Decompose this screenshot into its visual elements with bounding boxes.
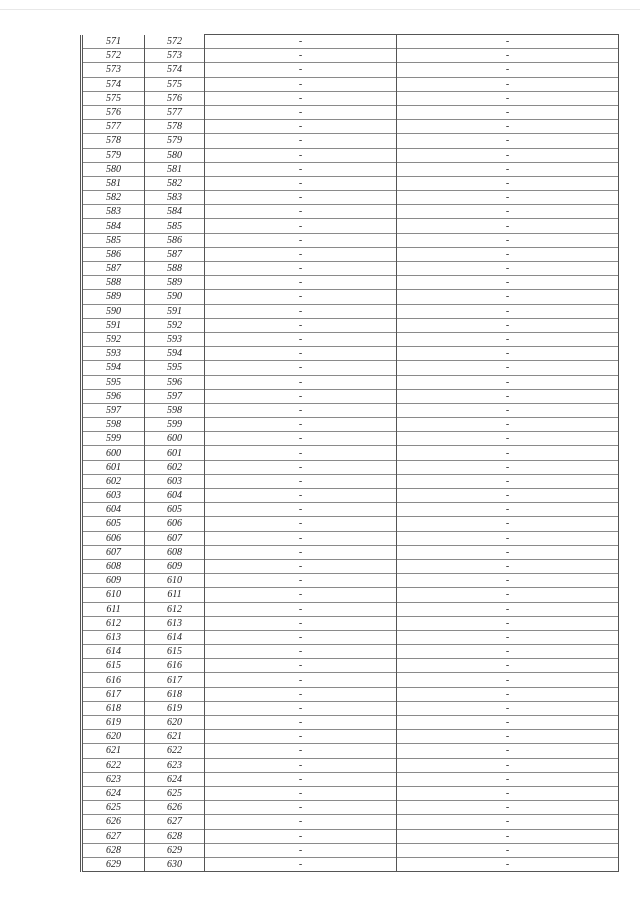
range-start-cell: 609	[82, 574, 145, 588]
range-end-cell: 595	[145, 361, 205, 375]
range-start-cell: 599	[82, 432, 145, 446]
range-end-cell: 602	[145, 460, 205, 474]
range-start-cell: 625	[82, 801, 145, 815]
value-cell-1: -	[205, 262, 397, 276]
value-cell-2: -	[397, 786, 619, 800]
value-cell-1: -	[205, 531, 397, 545]
value-cell-2: -	[397, 687, 619, 701]
value-cell-1: -	[205, 503, 397, 517]
range-end-cell: 576	[145, 91, 205, 105]
range-start-cell: 571	[82, 35, 145, 49]
range-start-cell: 615	[82, 659, 145, 673]
value-cell-2: -	[397, 49, 619, 63]
value-cell-1: -	[205, 162, 397, 176]
range-end-cell: 629	[145, 843, 205, 857]
range-end-cell: 581	[145, 162, 205, 176]
value-cell-1: -	[205, 332, 397, 346]
range-start-cell: 586	[82, 247, 145, 261]
table-row	[82, 517, 619, 531]
range-end-cell: 599	[145, 418, 205, 432]
range-end-cell: 617	[145, 673, 205, 687]
value-cell-1: -	[205, 205, 397, 219]
table-row	[82, 332, 619, 346]
value-cell-1: -	[205, 191, 397, 205]
range-start-cell: 618	[82, 701, 145, 715]
range-end-cell: 616	[145, 659, 205, 673]
range-start-cell: 608	[82, 559, 145, 573]
range-end-cell: 600	[145, 432, 205, 446]
table-row	[82, 815, 619, 829]
range-start-cell: 598	[82, 418, 145, 432]
range-end-cell: 579	[145, 134, 205, 148]
table-row	[82, 418, 619, 432]
table-row	[82, 545, 619, 559]
range-end-cell: 587	[145, 247, 205, 261]
range-start-cell: 614	[82, 645, 145, 659]
value-cell-2: -	[397, 815, 619, 829]
table-row	[82, 219, 619, 233]
range-start-cell: 590	[82, 304, 145, 318]
value-cell-2: -	[397, 432, 619, 446]
range-end-cell: 596	[145, 375, 205, 389]
value-cell-2: -	[397, 659, 619, 673]
range-start-cell: 585	[82, 233, 145, 247]
range-start-cell: 601	[82, 460, 145, 474]
value-cell-2: -	[397, 531, 619, 545]
table-row	[82, 205, 619, 219]
range-end-cell: 584	[145, 205, 205, 219]
value-cell-1: -	[205, 687, 397, 701]
value-cell-2: -	[397, 574, 619, 588]
value-cell-1: -	[205, 120, 397, 134]
table-row	[82, 432, 619, 446]
range-start-cell: 622	[82, 758, 145, 772]
range-end-cell: 622	[145, 744, 205, 758]
range-end-cell: 607	[145, 531, 205, 545]
range-end-cell: 593	[145, 332, 205, 346]
range-end-cell: 577	[145, 105, 205, 119]
value-cell-2: -	[397, 418, 619, 432]
table-row	[82, 361, 619, 375]
range-end-cell: 583	[145, 191, 205, 205]
table-row	[82, 758, 619, 772]
value-cell-1: -	[205, 247, 397, 261]
range-start-cell: 600	[82, 446, 145, 460]
value-cell-1: -	[205, 744, 397, 758]
range-end-cell: 609	[145, 559, 205, 573]
range-start-cell: 617	[82, 687, 145, 701]
value-cell-1: -	[205, 219, 397, 233]
value-cell-1: -	[205, 304, 397, 318]
range-end-cell: 597	[145, 389, 205, 403]
value-cell-2: -	[397, 304, 619, 318]
range-start-cell: 583	[82, 205, 145, 219]
value-cell-1: -	[205, 91, 397, 105]
range-end-cell: 618	[145, 687, 205, 701]
table-row	[82, 857, 619, 871]
range-start-cell: 584	[82, 219, 145, 233]
table-row	[82, 446, 619, 460]
range-start-cell: 626	[82, 815, 145, 829]
value-cell-1: -	[205, 786, 397, 800]
value-cell-2: -	[397, 446, 619, 460]
range-start-cell: 606	[82, 531, 145, 545]
table-row	[82, 403, 619, 417]
value-cell-2: -	[397, 105, 619, 119]
value-cell-1: -	[205, 630, 397, 644]
value-cell-1: -	[205, 545, 397, 559]
range-end-cell: 591	[145, 304, 205, 318]
table-row	[82, 701, 619, 715]
value-cell-2: -	[397, 91, 619, 105]
range-end-cell: 621	[145, 730, 205, 744]
value-cell-1: -	[205, 347, 397, 361]
range-end-cell: 574	[145, 63, 205, 77]
table-row	[82, 35, 619, 49]
range-end-cell: 627	[145, 815, 205, 829]
value-cell-1: -	[205, 701, 397, 715]
table-row	[82, 602, 619, 616]
table-row	[82, 176, 619, 190]
table-row	[82, 120, 619, 134]
value-cell-1: -	[205, 758, 397, 772]
value-cell-1: -	[205, 843, 397, 857]
range-end-cell: 582	[145, 176, 205, 190]
range-end-cell: 578	[145, 120, 205, 134]
value-cell-2: -	[397, 460, 619, 474]
table-row	[82, 233, 619, 247]
value-cell-2: -	[397, 148, 619, 162]
table-row	[82, 105, 619, 119]
table-row	[82, 63, 619, 77]
range-end-cell: 589	[145, 276, 205, 290]
table-row	[82, 474, 619, 488]
value-cell-1: -	[205, 602, 397, 616]
value-cell-2: -	[397, 857, 619, 871]
range-table	[80, 34, 619, 872]
table-row	[82, 630, 619, 644]
value-cell-2: -	[397, 389, 619, 403]
range-start-cell: 580	[82, 162, 145, 176]
range-start-cell: 572	[82, 49, 145, 63]
value-cell-2: -	[397, 233, 619, 247]
range-start-cell: 574	[82, 77, 145, 91]
value-cell-2: -	[397, 730, 619, 744]
range-end-cell: 624	[145, 772, 205, 786]
range-start-cell: 591	[82, 318, 145, 332]
value-cell-1: -	[205, 77, 397, 91]
value-cell-1: -	[205, 403, 397, 417]
value-cell-1: -	[205, 474, 397, 488]
value-cell-1: -	[205, 290, 397, 304]
value-cell-1: -	[205, 361, 397, 375]
range-start-cell: 619	[82, 716, 145, 730]
range-end-cell: 623	[145, 758, 205, 772]
table-row	[82, 772, 619, 786]
range-start-cell: 616	[82, 673, 145, 687]
table-row	[82, 801, 619, 815]
range-start-cell: 624	[82, 786, 145, 800]
range-end-cell: 592	[145, 318, 205, 332]
value-cell-2: -	[397, 77, 619, 91]
range-start-cell: 613	[82, 630, 145, 644]
range-start-cell: 595	[82, 375, 145, 389]
range-end-cell: 630	[145, 857, 205, 871]
range-start-cell: 594	[82, 361, 145, 375]
value-cell-2: -	[397, 191, 619, 205]
value-cell-2: -	[397, 375, 619, 389]
value-cell-2: -	[397, 545, 619, 559]
range-start-cell: 577	[82, 120, 145, 134]
value-cell-1: -	[205, 645, 397, 659]
value-cell-2: -	[397, 120, 619, 134]
table-row	[82, 49, 619, 63]
value-cell-2: -	[397, 588, 619, 602]
table-row	[82, 531, 619, 545]
range-end-cell: 594	[145, 347, 205, 361]
range-start-cell: 629	[82, 857, 145, 871]
range-start-cell: 607	[82, 545, 145, 559]
value-cell-1: -	[205, 517, 397, 531]
range-end-cell: 626	[145, 801, 205, 815]
range-end-cell: 604	[145, 489, 205, 503]
range-start-cell: 612	[82, 616, 145, 630]
table-row	[82, 645, 619, 659]
value-cell-1: -	[205, 148, 397, 162]
value-cell-2: -	[397, 276, 619, 290]
value-cell-1: -	[205, 829, 397, 843]
value-cell-1: -	[205, 432, 397, 446]
value-cell-1: -	[205, 659, 397, 673]
value-cell-2: -	[397, 290, 619, 304]
value-cell-1: -	[205, 559, 397, 573]
range-end-cell: 580	[145, 148, 205, 162]
value-cell-2: -	[397, 176, 619, 190]
value-cell-2: -	[397, 403, 619, 417]
value-cell-1: -	[205, 460, 397, 474]
value-cell-2: -	[397, 205, 619, 219]
range-end-cell: 619	[145, 701, 205, 715]
range-start-cell: 621	[82, 744, 145, 758]
table-row	[82, 304, 619, 318]
table-row	[82, 91, 619, 105]
value-cell-2: -	[397, 843, 619, 857]
range-start-cell: 596	[82, 389, 145, 403]
table-row	[82, 276, 619, 290]
value-cell-1: -	[205, 105, 397, 119]
table-row	[82, 843, 619, 857]
table-row	[82, 744, 619, 758]
table-row	[82, 730, 619, 744]
table-row	[82, 503, 619, 517]
value-cell-1: -	[205, 63, 397, 77]
range-end-cell: 590	[145, 290, 205, 304]
table-row	[82, 191, 619, 205]
value-cell-2: -	[397, 489, 619, 503]
table-row	[82, 489, 619, 503]
range-start-cell: 578	[82, 134, 145, 148]
value-cell-1: -	[205, 35, 397, 49]
range-start-cell: 581	[82, 176, 145, 190]
value-cell-1: -	[205, 801, 397, 815]
value-cell-2: -	[397, 744, 619, 758]
table-row	[82, 148, 619, 162]
range-start-cell: 627	[82, 829, 145, 843]
range-end-cell: 620	[145, 716, 205, 730]
table-row	[82, 318, 619, 332]
value-cell-2: -	[397, 332, 619, 346]
table-row	[82, 673, 619, 687]
table-row	[82, 559, 619, 573]
range-end-cell: 572	[145, 35, 205, 49]
range-end-cell: 614	[145, 630, 205, 644]
value-cell-2: -	[397, 772, 619, 786]
table-row	[82, 134, 619, 148]
range-end-cell: 628	[145, 829, 205, 843]
range-start-cell: 604	[82, 503, 145, 517]
range-end-cell: 598	[145, 403, 205, 417]
value-cell-1: -	[205, 375, 397, 389]
range-end-cell: 606	[145, 517, 205, 531]
value-cell-2: -	[397, 262, 619, 276]
range-start-cell: 587	[82, 262, 145, 276]
value-cell-2: -	[397, 673, 619, 687]
range-start-cell: 597	[82, 403, 145, 417]
value-cell-2: -	[397, 347, 619, 361]
table-row	[82, 786, 619, 800]
range-table-body	[82, 35, 619, 872]
table-row	[82, 290, 619, 304]
range-end-cell: 588	[145, 262, 205, 276]
range-start-cell: 628	[82, 843, 145, 857]
value-cell-2: -	[397, 701, 619, 715]
table-row	[82, 616, 619, 630]
value-cell-1: -	[205, 49, 397, 63]
range-end-cell: 615	[145, 645, 205, 659]
value-cell-2: -	[397, 318, 619, 332]
value-cell-2: -	[397, 219, 619, 233]
table-row	[82, 247, 619, 261]
value-cell-1: -	[205, 730, 397, 744]
range-start-cell: 623	[82, 772, 145, 786]
value-cell-2: -	[397, 716, 619, 730]
range-end-cell: 605	[145, 503, 205, 517]
range-start-cell: 620	[82, 730, 145, 744]
value-cell-1: -	[205, 389, 397, 403]
table-row	[82, 829, 619, 843]
range-start-cell: 603	[82, 489, 145, 503]
range-start-cell: 592	[82, 332, 145, 346]
table-row	[82, 77, 619, 91]
value-cell-1: -	[205, 716, 397, 730]
value-cell-1: -	[205, 489, 397, 503]
table-row	[82, 716, 619, 730]
value-cell-2: -	[397, 645, 619, 659]
table-row	[82, 460, 619, 474]
range-end-cell: 625	[145, 786, 205, 800]
value-cell-2: -	[397, 801, 619, 815]
range-end-cell: 613	[145, 616, 205, 630]
table-row	[82, 659, 619, 673]
value-cell-2: -	[397, 361, 619, 375]
value-cell-2: -	[397, 35, 619, 49]
range-end-cell: 612	[145, 602, 205, 616]
value-cell-1: -	[205, 276, 397, 290]
range-end-cell: 573	[145, 49, 205, 63]
value-cell-1: -	[205, 815, 397, 829]
range-start-cell: 593	[82, 347, 145, 361]
value-cell-2: -	[397, 630, 619, 644]
table-row	[82, 162, 619, 176]
range-start-cell: 589	[82, 290, 145, 304]
value-cell-2: -	[397, 517, 619, 531]
value-cell-2: -	[397, 616, 619, 630]
value-cell-2: -	[397, 559, 619, 573]
value-cell-2: -	[397, 829, 619, 843]
value-cell-1: -	[205, 574, 397, 588]
value-cell-1: -	[205, 588, 397, 602]
range-end-cell: 601	[145, 446, 205, 460]
range-end-cell: 603	[145, 474, 205, 488]
range-start-cell: 611	[82, 602, 145, 616]
range-start-cell: 602	[82, 474, 145, 488]
range-start-cell: 588	[82, 276, 145, 290]
table-row	[82, 389, 619, 403]
value-cell-2: -	[397, 162, 619, 176]
range-end-cell: 608	[145, 545, 205, 559]
range-end-cell: 610	[145, 574, 205, 588]
range-start-cell: 610	[82, 588, 145, 602]
value-cell-1: -	[205, 176, 397, 190]
page-top-rule	[0, 9, 640, 10]
range-start-cell: 575	[82, 91, 145, 105]
value-cell-2: -	[397, 602, 619, 616]
range-start-cell: 573	[82, 63, 145, 77]
range-start-cell: 576	[82, 105, 145, 119]
value-cell-1: -	[205, 318, 397, 332]
range-end-cell: 585	[145, 219, 205, 233]
value-cell-1: -	[205, 616, 397, 630]
value-cell-1: -	[205, 673, 397, 687]
value-cell-1: -	[205, 446, 397, 460]
value-cell-2: -	[397, 247, 619, 261]
range-end-cell: 575	[145, 77, 205, 91]
table-row	[82, 574, 619, 588]
value-cell-1: -	[205, 418, 397, 432]
value-cell-2: -	[397, 758, 619, 772]
value-cell-1: -	[205, 857, 397, 871]
range-start-cell: 582	[82, 191, 145, 205]
table-row	[82, 687, 619, 701]
value-cell-2: -	[397, 474, 619, 488]
table-row	[82, 262, 619, 276]
value-cell-1: -	[205, 772, 397, 786]
value-cell-1: -	[205, 233, 397, 247]
value-cell-1: -	[205, 134, 397, 148]
range-end-cell: 611	[145, 588, 205, 602]
range-start-cell: 579	[82, 148, 145, 162]
value-cell-2: -	[397, 63, 619, 77]
range-start-cell: 605	[82, 517, 145, 531]
table-row	[82, 588, 619, 602]
table-row	[82, 347, 619, 361]
value-cell-2: -	[397, 134, 619, 148]
range-end-cell: 586	[145, 233, 205, 247]
table-row	[82, 375, 619, 389]
value-cell-2: -	[397, 503, 619, 517]
